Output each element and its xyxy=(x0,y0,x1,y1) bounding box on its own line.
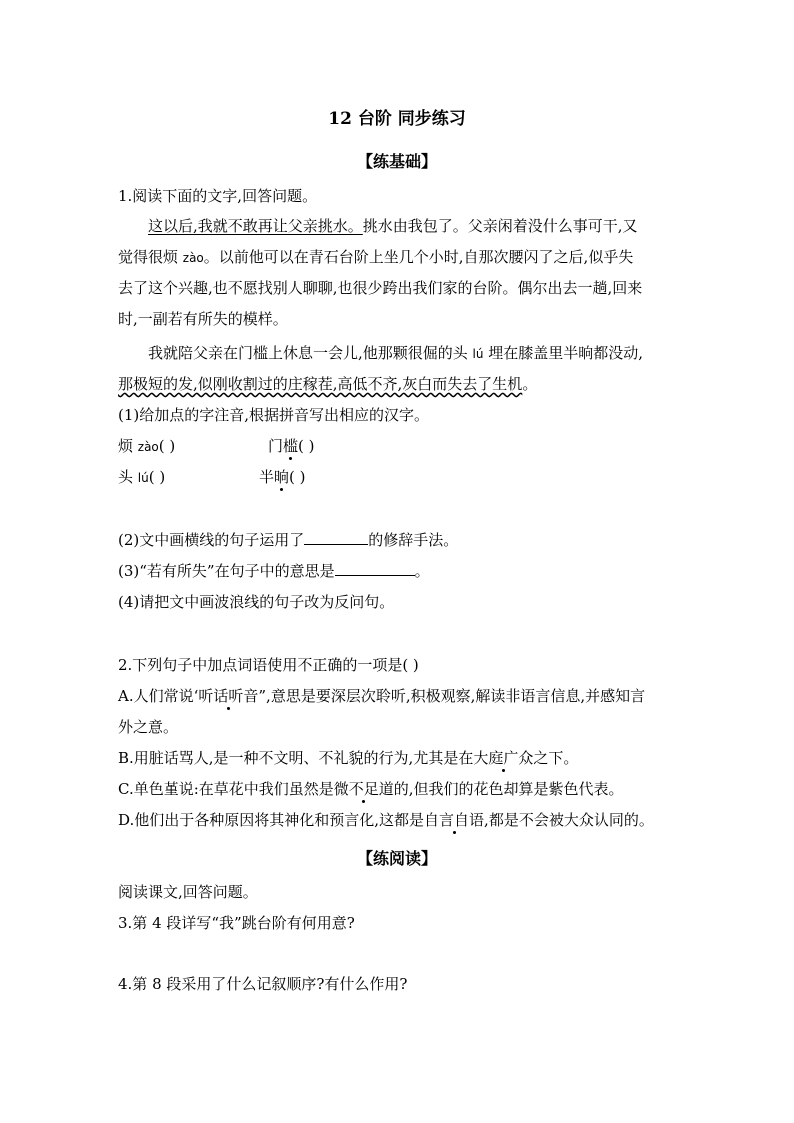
answer-paren[interactable]: ( ) xyxy=(289,468,306,486)
passage-p1-line2 xyxy=(118,247,633,268)
pinyin-lu: lú xyxy=(472,347,484,361)
page-title: 12 台阶 同步练习 xyxy=(328,109,466,129)
fill-label: 半 xyxy=(259,468,275,486)
pinyin-zao: zào xyxy=(182,251,204,265)
pinyin-zao: zào xyxy=(137,440,159,454)
dotted-char: 晌 xyxy=(274,468,290,486)
sub-question-3 xyxy=(118,561,430,581)
question-3: 3.第 4 段详写“我”跳台阶有何用意? xyxy=(118,914,355,932)
fill-row-1 xyxy=(118,436,175,457)
question-2-stem: 2.下列句子中加点词语使用不正确的一项是( ) xyxy=(118,656,419,674)
dotted-phrase: 自言自语 xyxy=(424,811,485,829)
option-d xyxy=(118,810,654,830)
fill-label: 烦 xyxy=(118,437,138,455)
question-1-stem: 1.阅读下面的文字,回答问题。 xyxy=(118,187,318,205)
passage-text: 我就陪父亲在门槛上休息一会儿,他那颗很倔的头 xyxy=(148,344,473,362)
answer-blank[interactable] xyxy=(304,530,368,545)
passage-p2-line2 xyxy=(118,374,537,394)
dotted-phrase: 微不足道 xyxy=(333,780,394,798)
passage-text: 埋在膝盖里半晌都没动, xyxy=(483,344,644,362)
passage-text: 觉得很烦 xyxy=(118,248,183,266)
option-a-line2: 外之意。 xyxy=(118,718,179,736)
option-c xyxy=(118,779,624,799)
dotted-phrase: 大庭广众 xyxy=(473,749,534,767)
section-heading-basics: 【练基础】 xyxy=(356,152,437,171)
option-text: 的,但我们的花色却算是紫色代表。 xyxy=(393,780,624,798)
passage-p1-line4: 时,一副若有所失的模样。 xyxy=(118,310,288,328)
underlined-sentence: 这以后,我就不敢再让父亲挑水。 xyxy=(148,217,363,235)
answer-paren[interactable]: ( ) xyxy=(148,468,166,486)
sub-question-1: (1)给加点的字注音,根据拼音写出相应的汉字。 xyxy=(118,406,430,424)
fill-row-2 xyxy=(118,467,165,488)
sub-question-2 xyxy=(118,530,458,550)
fill-label: 门 xyxy=(268,437,284,455)
question-text: 。 xyxy=(414,562,430,580)
pinyin-lu: lú xyxy=(137,471,149,485)
option-text: ”,意思是要深层次聆听,积极观察,解读非语言信息,并感知言 xyxy=(258,687,646,705)
wavy-underlined-sentence: 那极短的发,似刚收割过的庄稼茬,高低不齐,灰白而失去了生机 xyxy=(118,375,523,393)
fill-label: 头 xyxy=(118,468,138,486)
option-a-line1 xyxy=(118,686,645,706)
question-text: (2)文中画横线的句子运用了 xyxy=(118,531,305,549)
passage-p2-line1 xyxy=(148,343,643,364)
dotted-char: 槛 xyxy=(283,437,299,455)
passage-p1-line1 xyxy=(148,216,638,236)
question-text: 的修辞手法。 xyxy=(368,531,459,549)
passage-text: 。 xyxy=(522,375,538,393)
option-text: 之下。 xyxy=(533,749,579,767)
sub-question-4: (4)请把文中画波浪线的句子改为反问句。 xyxy=(118,593,395,611)
passage-text: 。以前他可以在青石台阶上坐几个小时,自那次腰闪了之后,似乎失 xyxy=(203,248,634,266)
dotted-phrase: 听话听音 xyxy=(198,687,259,705)
option-text: C.单色堇说:在草花中我们虽然是 xyxy=(118,780,334,798)
option-b xyxy=(118,748,578,768)
answer-paren[interactable]: ( ) xyxy=(298,437,315,455)
option-text: D.他们出于各种原因将其神化和预言化,这都是 xyxy=(118,811,425,829)
answer-blank[interactable] xyxy=(335,561,415,576)
question-text: (3)“若有所失”在句子中的意思是 xyxy=(118,562,335,580)
fill-item-menkan xyxy=(268,436,315,456)
passage-text: 挑水由我包了。父亲闲着没什么事可干,又 xyxy=(362,217,638,235)
option-text: ,都是不会被大众认同的。 xyxy=(484,811,654,829)
question-4: 4.第 8 段采用了什么记叙顺序?有什么作用? xyxy=(118,975,408,993)
section-heading-reading: 【练阅读】 xyxy=(356,849,437,868)
reading-intro: 阅读课文,回答问题。 xyxy=(118,883,258,901)
answer-paren[interactable]: ( ) xyxy=(158,437,176,455)
fill-item-banshang xyxy=(259,467,306,487)
passage-p1-line3: 去了这个兴趣,也不愿找别人聊聊,也很少跨出我们家的台阶。偶尔出去一趟,回来 xyxy=(118,279,643,297)
option-text: B.用脏话骂人,是一种不文明、不礼貌的行为,尤其是在 xyxy=(118,749,474,767)
option-text: A.人们常说‘ xyxy=(118,687,199,705)
